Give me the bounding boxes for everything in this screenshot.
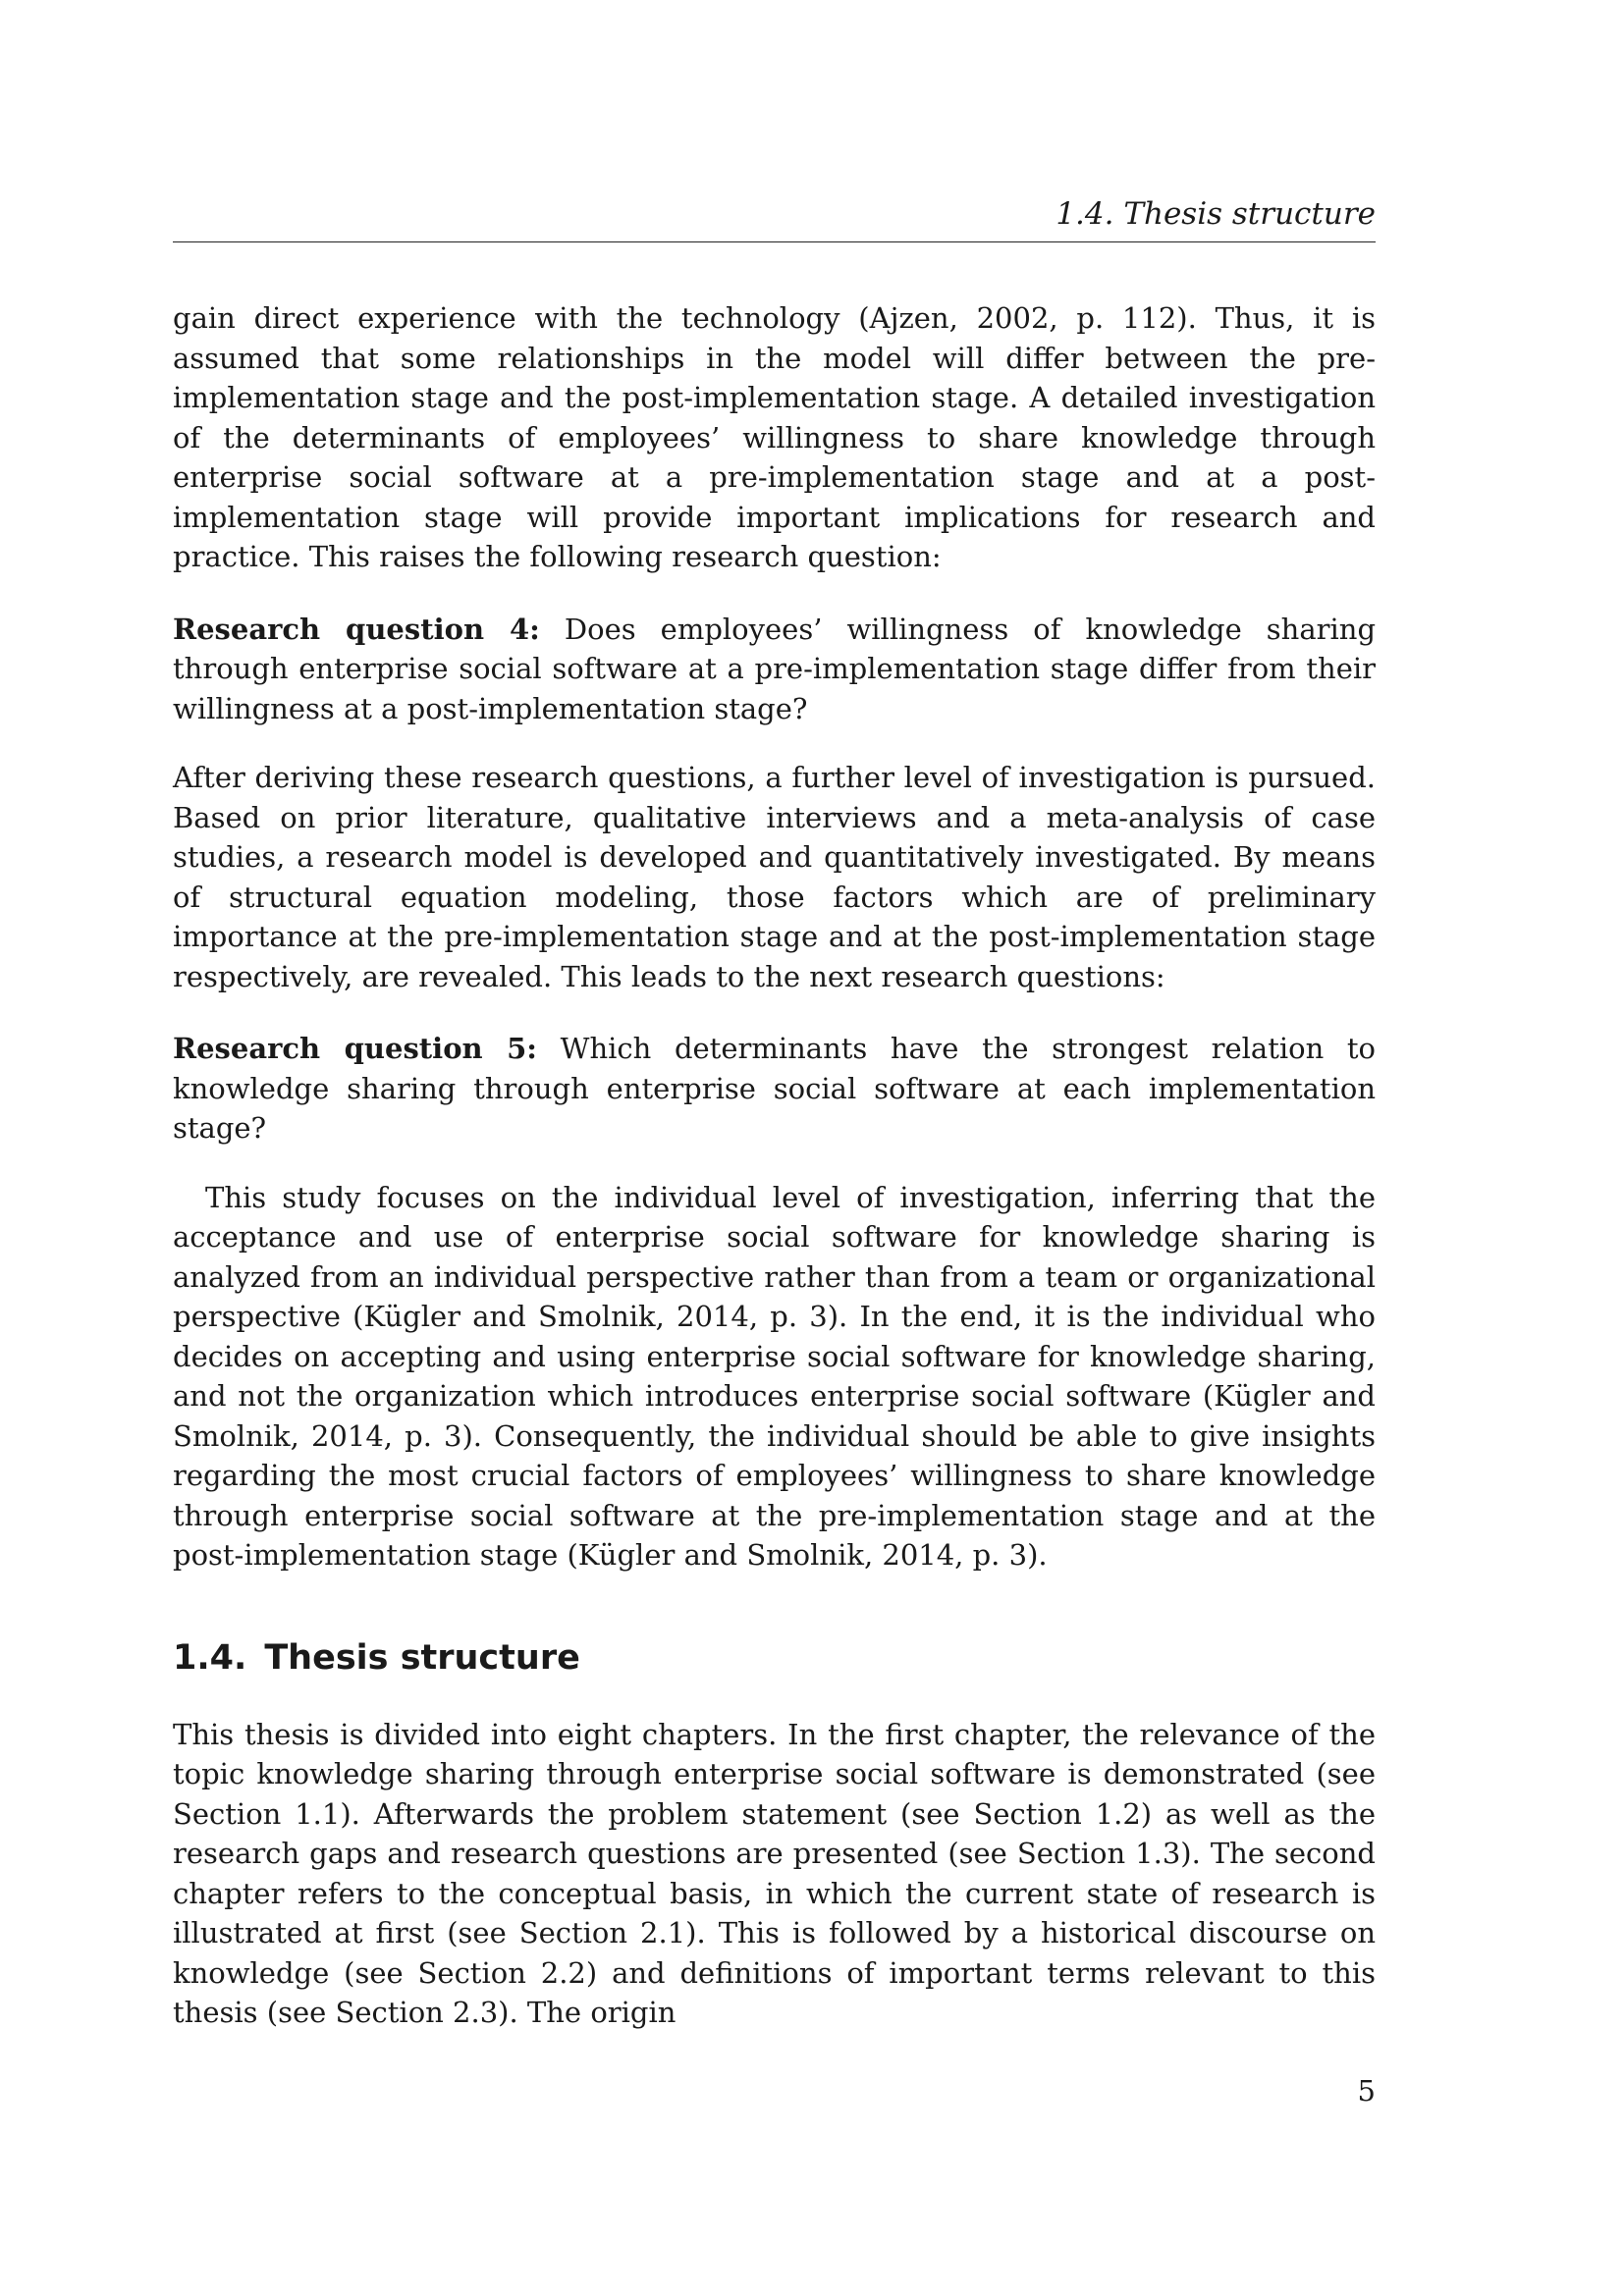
section-number: 1.4.: [173, 1637, 247, 1678]
section-title: Thesis structure: [264, 1637, 580, 1678]
body-paragraph-4: This thesis is divided into eight chapters. In the first chapter, the relevance of the topic knowledge sharing through enterprise social software is demonstrated (see Section 1.1). Afterwards the problem statement (see Section 1.2) as well as the research gaps and research questions are presented (see Section 1.3). The second chapter refers to the conceptual basis, in which the current state of research is illustrated at first (see Section 2.1). This is followed by a historical discourse on knowledge (see Section 2.2) and definitions of important terms relevant to this thesis (see Section 2.3). The origin: [173, 1717, 1376, 2029]
research-question-5: [173, 1029, 1376, 1148]
page-number: 5: [1357, 2074, 1376, 2108]
research-question-5-text: Which determinants have the strongest relation to knowledge sharing through enterprise social software at each implementation stage?: [173, 1032, 1376, 1145]
body-paragraph-3: This study focuses on the individual level of investigation, inferring that the acceptance and use of enterprise social software for knowledge sharing is analyzed from an individual perspective rather than from a team or organizational perspective (Kügler and Smolnik, 2014, p. 3). In the end, it is the individual who decides on accepting and using enterprise social software for knowledge sharing, and not the organization which introduces enterprise social software (Kügler and Smolnik, 2014, p. 3). Consequently, the individual should be able to give insights regarding the most crucial factors of employees’ willingness to share knowledge through enterprise social software at the pre-implementation stage and at the post-implementation stage (Kügler and Smolnik, 2014, p. 3).: [173, 1180, 1376, 1572]
research-question-5-label: Research question 5:: [173, 1032, 538, 1065]
research-question-4-label: Research question 4:: [173, 612, 540, 646]
body-paragraph-1: gain direct experience with the technology (Ajzen, 2002, p. 112). Thus, it is assumed that some relationships in the model will differ between the pre-implementation stage and the post-implementation stage. A detailed investigation of the determinants of employees’ willingness to share knowledge through enterprise social software at a pre-implementation stage and at a post-implementation stage will provide important implications for research and practice. This raises the following research question:: [173, 301, 1376, 573]
research-question-4-text: Does employees’ willingness of knowledge sharing through enterprise social software at a pre-implementation stage differ from their willingness at a post-implementation stage?: [173, 612, 1377, 725]
running-header: 1.4. Thesis structure: [1056, 196, 1376, 232]
research-question-4: [173, 610, 1376, 729]
header-rule: [173, 241, 1376, 242]
section-heading: [173, 1636, 1376, 1680]
body-paragraph-2: After deriving these research questions, a further level of investigation is pursued. Based on prior literature, qualitative interviews and a meta-analysis of case studies, a research model is developed and quantitatively investigated. By means of structural equation modeling, those factors which are of preliminary importance at the pre-implementation stage and at the post-implementation stage respectively, are revealed. This leads to the next research questions:: [173, 761, 1376, 993]
page-body: [173, 298, 1376, 2033]
